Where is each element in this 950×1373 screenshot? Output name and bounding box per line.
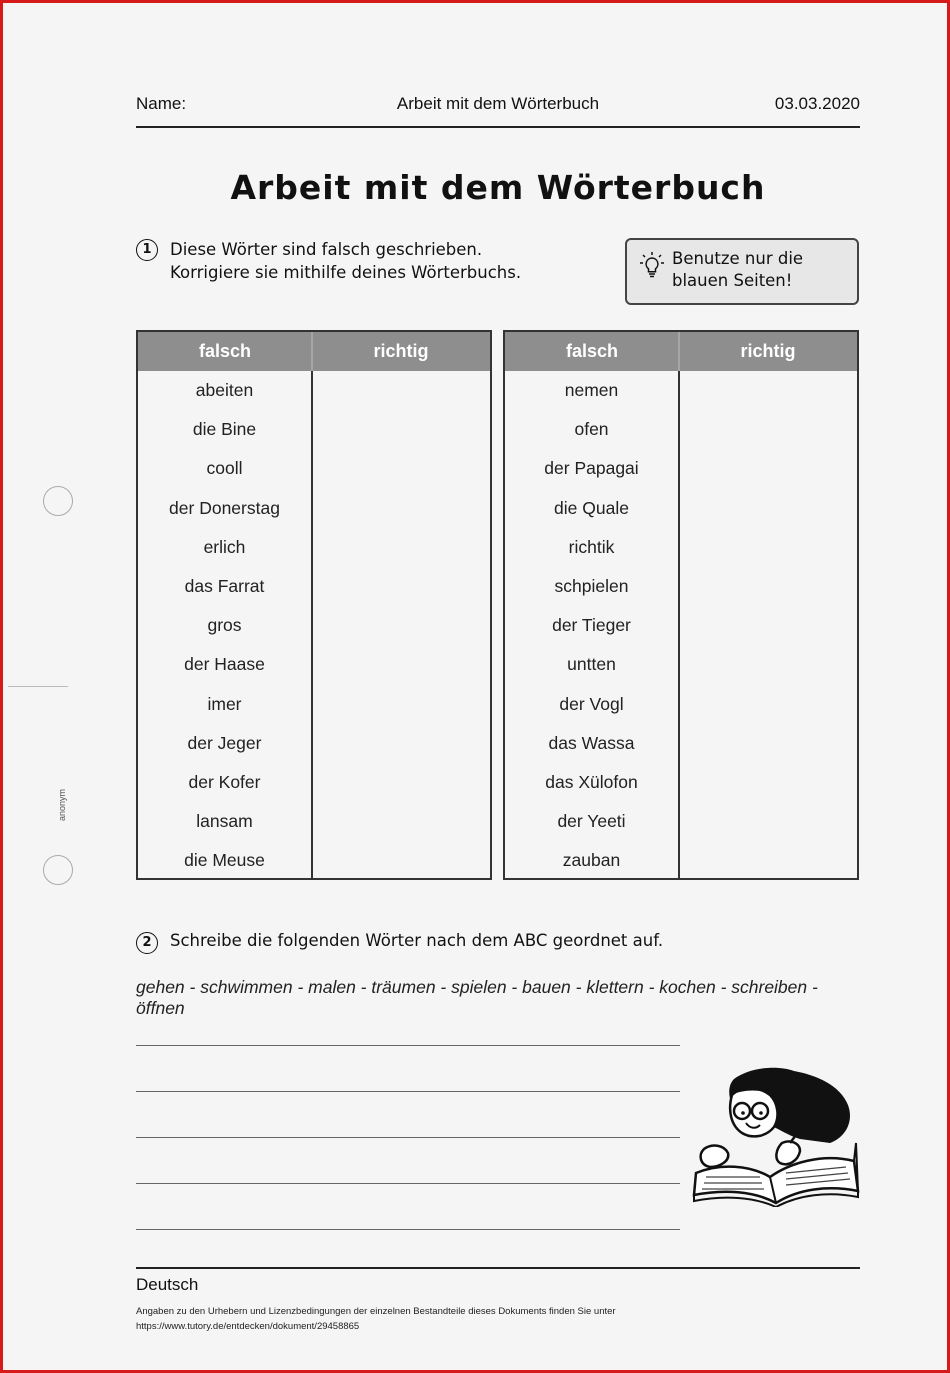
subject-label: Deutsch xyxy=(136,1275,199,1294)
task-number: 2 xyxy=(136,932,158,954)
task-2-instructions: Schreibe die folgenden Wörter nach dem ABC geordnet auf. xyxy=(170,931,664,950)
task-1-instructions xyxy=(170,238,610,284)
column-header-falsch: falsch xyxy=(198,341,252,361)
column-header-richtig: richtig xyxy=(740,341,796,361)
column-header-richtig: richtig xyxy=(373,341,429,361)
misspelled-word: die Bine xyxy=(192,419,257,440)
table-header xyxy=(138,332,490,371)
misspelled-word: zauban xyxy=(562,850,621,871)
credits-line-1: Angaben zu den Urhebern und Lizenzbedingungen der einzelnen Bestandteile dieses Dokuments finden Sie unter xyxy=(136,1306,616,1317)
misspelled-word: die Meuse xyxy=(184,850,265,871)
table-header xyxy=(505,332,857,371)
tip-line-1: Benutze nur die xyxy=(672,249,804,268)
task-1-line-1: Diese Wörter sind falsch geschrieben. xyxy=(170,240,483,259)
misspelled-word: der Vogl xyxy=(559,693,624,714)
misspelled-word: abeiten xyxy=(195,380,254,400)
misspelled-word: der Papagai xyxy=(544,458,639,479)
word-list-left xyxy=(138,371,311,880)
punch-hole-mark xyxy=(43,855,73,885)
footer-divider xyxy=(136,1267,860,1269)
lightbulb-icon xyxy=(639,251,665,281)
misspelled-word: der Jeger xyxy=(187,732,262,753)
misspelled-word: schpielen xyxy=(554,575,629,596)
misspelled-word: der Yeeti xyxy=(557,811,626,832)
misspelled-word: das Farrat xyxy=(184,575,265,596)
reading-person-illustration xyxy=(690,1065,862,1207)
misspelled-word: nemen xyxy=(564,380,619,400)
header-date: 03.03.2020 xyxy=(774,94,860,113)
misspelled-word: cooll xyxy=(206,458,243,479)
misspelled-word: imer xyxy=(207,693,242,714)
misspelled-word: der Kofer xyxy=(188,771,261,792)
fold-mark xyxy=(8,686,68,687)
credits-text xyxy=(136,1304,736,1334)
name-label: Name: xyxy=(136,94,187,113)
misspelled-word: der Haase xyxy=(184,654,265,675)
misspelled-word: die Quale xyxy=(554,497,629,518)
misspelled-word: ofen xyxy=(574,419,609,440)
page-header xyxy=(136,92,860,128)
word-table-right xyxy=(503,330,859,880)
tip-text xyxy=(672,248,803,292)
credits-link[interactable]: https://www.tutory.de/entdecken/dokument/29458865 xyxy=(136,1321,360,1332)
writing-line[interactable] xyxy=(136,1229,680,1230)
column-header-falsch: falsch xyxy=(565,341,619,361)
punch-hole-mark xyxy=(43,486,73,516)
misspelled-word: lansam xyxy=(196,811,253,832)
misspelled-word: richtik xyxy=(568,536,615,557)
tip-line-2: blauen Seiten! xyxy=(672,271,793,290)
misspelled-word: das Xülofon xyxy=(545,771,638,792)
margin-label: anonym xyxy=(57,788,67,822)
misspelled-word: der Tieger xyxy=(552,615,631,636)
misspelled-word: erlich xyxy=(203,536,246,557)
writing-line[interactable] xyxy=(136,1091,680,1092)
misspelled-word: der Donerstag xyxy=(169,497,280,518)
misspelled-word: gros xyxy=(207,615,242,636)
page-title: Arbeit mit dem Wörterbuch xyxy=(230,168,766,207)
word-list-right xyxy=(505,371,678,880)
tip-box xyxy=(625,238,859,305)
word-table-left xyxy=(136,330,492,880)
task-1-line-2: Korrigiere sie mithilfe deines Wörterbuchs. xyxy=(170,263,522,282)
misspelled-word: das Wassa xyxy=(548,732,635,753)
header-title: Arbeit mit dem Wörterbuch xyxy=(396,94,600,113)
writing-line[interactable] xyxy=(136,1183,680,1184)
writing-line[interactable] xyxy=(136,1045,680,1046)
misspelled-word: untten xyxy=(567,654,616,675)
word-list-to-sort: gehen - schwimmen - malen - träumen - spielen - bauen - klettern - kochen - schreiben - öffnen xyxy=(136,977,818,1018)
writing-line[interactable] xyxy=(136,1137,680,1138)
task-number: 1 xyxy=(136,239,158,261)
